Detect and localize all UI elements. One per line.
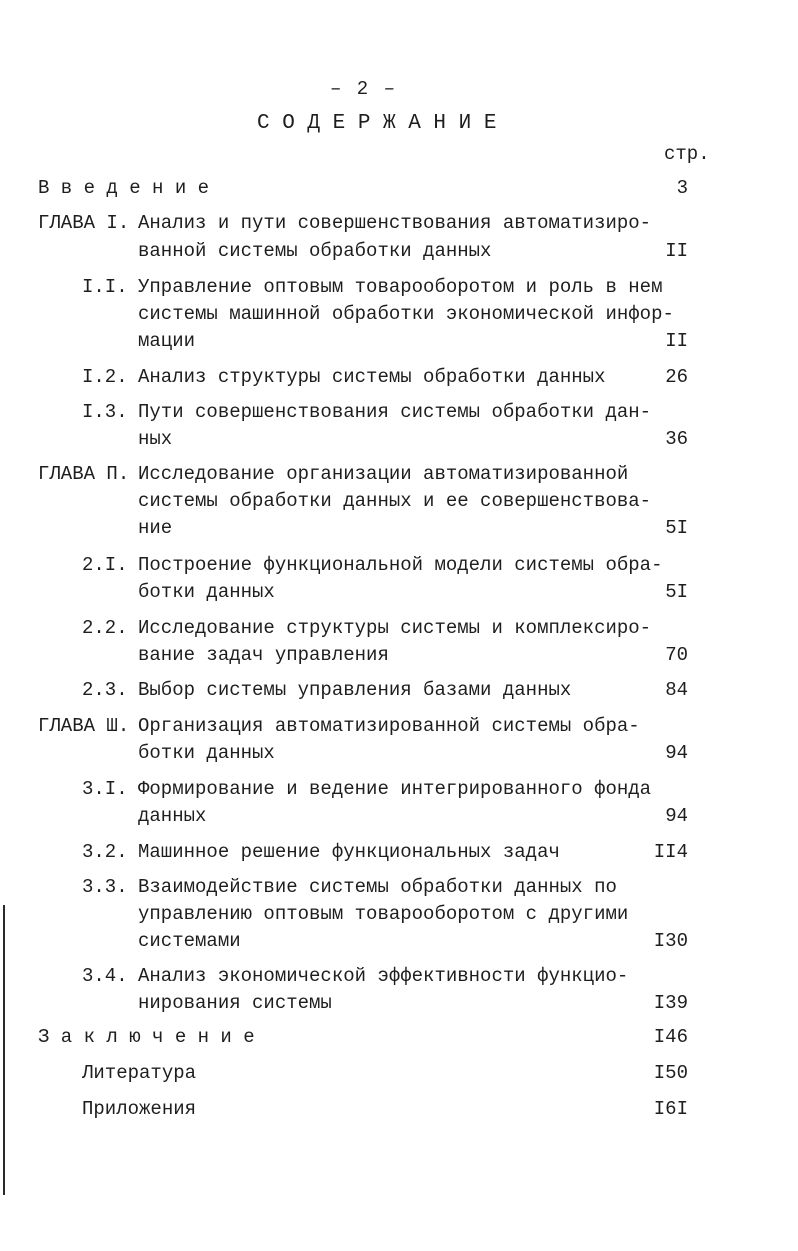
toc-entry-appendices-title: Приложения	[82, 1098, 197, 1120]
toc-entry-literature-title: Литература	[82, 1062, 197, 1084]
toc-section-3-3-line-2: управлению оптовым товарооборотом с другими	[138, 903, 629, 925]
toc-section-3-4-page: I39	[653, 992, 688, 1014]
toc-section-3-1-number: 3.I.	[82, 778, 128, 800]
toc-chapter-3-number: ГЛАВА Ш.	[38, 715, 130, 737]
toc-section-2-2-line-2: вание задач управления	[138, 644, 389, 666]
toc-entry-conclusion-page: I46	[653, 1026, 688, 1048]
toc-section-2-2-number: 2.2.	[82, 617, 128, 639]
toc-section-1-1-line-1: Управление оптовым товарооборотом и роль в нем	[138, 276, 663, 298]
toc-chapter-2-number: ГЛАВА П.	[38, 463, 130, 485]
toc-section-3-4-line-1: Анализ экономической эффективности функцио-	[138, 965, 629, 987]
toc-chapter-3-page: 94	[665, 742, 688, 764]
toc-entry-conclusion-title: З а к л ю ч е н и е	[38, 1026, 255, 1048]
toc-section-1-2-number: I.2.	[82, 366, 128, 388]
toc-section-2-3-line-1: Выбор системы управления базами данных	[138, 679, 572, 701]
toc-chapter-3-line-1: Организация автоматизированной системы обра-	[138, 715, 640, 737]
toc-section-3-2-page: II4	[653, 841, 688, 863]
toc-section-2-2-page: 70	[665, 644, 688, 666]
toc-entry-intro-title: В в е д е н и е	[38, 177, 210, 199]
toc-chapter-2-line-3: ние	[138, 517, 173, 539]
toc-entry-literature-page: I50	[653, 1062, 688, 1084]
toc-entry-intro-page: 3	[676, 177, 688, 199]
toc-section-3-1-line-1: Формирование и ведение интегрированного фонда	[138, 778, 652, 800]
toc-section-1-3-line-2: ных	[138, 428, 173, 450]
toc-section-3-2-line-1: Машинное решение функциональных задач	[138, 841, 560, 863]
toc-section-3-4-number: 3.4.	[82, 965, 128, 987]
toc-chapter-2-line-2: системы обработки данных и ее совершенствова-	[138, 490, 652, 512]
toc-chapter-3-line-2: ботки данных	[138, 742, 275, 764]
toc-section-3-1-page: 94	[665, 805, 688, 827]
toc-section-2-3-number: 2.3.	[82, 679, 128, 701]
toc-section-3-2-number: 3.2.	[82, 841, 128, 863]
scan-edge-line	[3, 905, 5, 1195]
toc-chapter-1-number: ГЛАВА I.	[38, 212, 130, 234]
toc-section-2-1-line-1: Построение функциональной модели системы обра-	[138, 554, 663, 576]
toc-chapter-1-line-2: ванной системы обработки данных	[138, 240, 492, 262]
toc-section-2-1-number: 2.I.	[82, 554, 128, 576]
toc-section-1-2-page: 26	[665, 366, 688, 388]
page-number: – 2 –	[330, 78, 398, 100]
toc-section-3-3-line-1: Взаимодействие системы обработки данных по	[138, 876, 617, 898]
toc-chapter-1-line-1: Анализ и пути совершенствования автоматизиро-	[138, 212, 652, 234]
toc-chapter-1-page: II	[665, 240, 688, 262]
toc-chapter-2-page: 5I	[665, 517, 688, 539]
toc-section-3-3-number: 3.3.	[82, 876, 128, 898]
toc-section-3-4-line-2: нирования системы	[138, 992, 332, 1014]
toc-chapter-2-line-1: Исследование организации автоматизированной	[138, 463, 629, 485]
toc-section-1-1-line-3: мации	[138, 330, 196, 352]
toc-section-3-3-page: I30	[653, 930, 688, 952]
toc-section-2-1-page: 5I	[665, 581, 688, 603]
toc-section-2-3-page: 84	[665, 679, 688, 701]
page-column-label: стр.	[664, 143, 710, 165]
toc-section-1-3-page: 36	[665, 428, 688, 450]
toc-entry-appendices-page: I6I	[653, 1098, 688, 1120]
page-title: С О Д Е Р Ж А Н И Е	[257, 112, 497, 135]
toc-section-1-3-line-1: Пути совершенствования системы обработки дан-	[138, 401, 652, 423]
toc-section-1-1-line-2: системы машинной обработки экономической инфор-	[138, 303, 674, 325]
toc-section-1-1-page: II	[665, 330, 688, 352]
toc-section-1-3-number: I.3.	[82, 401, 128, 423]
toc-section-3-1-line-2: данных	[138, 805, 207, 827]
toc-section-2-2-line-1: Исследование структуры системы и комплексиро-	[138, 617, 652, 639]
toc-section-1-1-number: I.I.	[82, 276, 128, 298]
toc-section-1-2-line-1: Анализ структуры системы обработки данных	[138, 366, 606, 388]
toc-section-2-1-line-2: ботки данных	[138, 581, 275, 603]
toc-section-3-3-line-3: системами	[138, 930, 241, 952]
